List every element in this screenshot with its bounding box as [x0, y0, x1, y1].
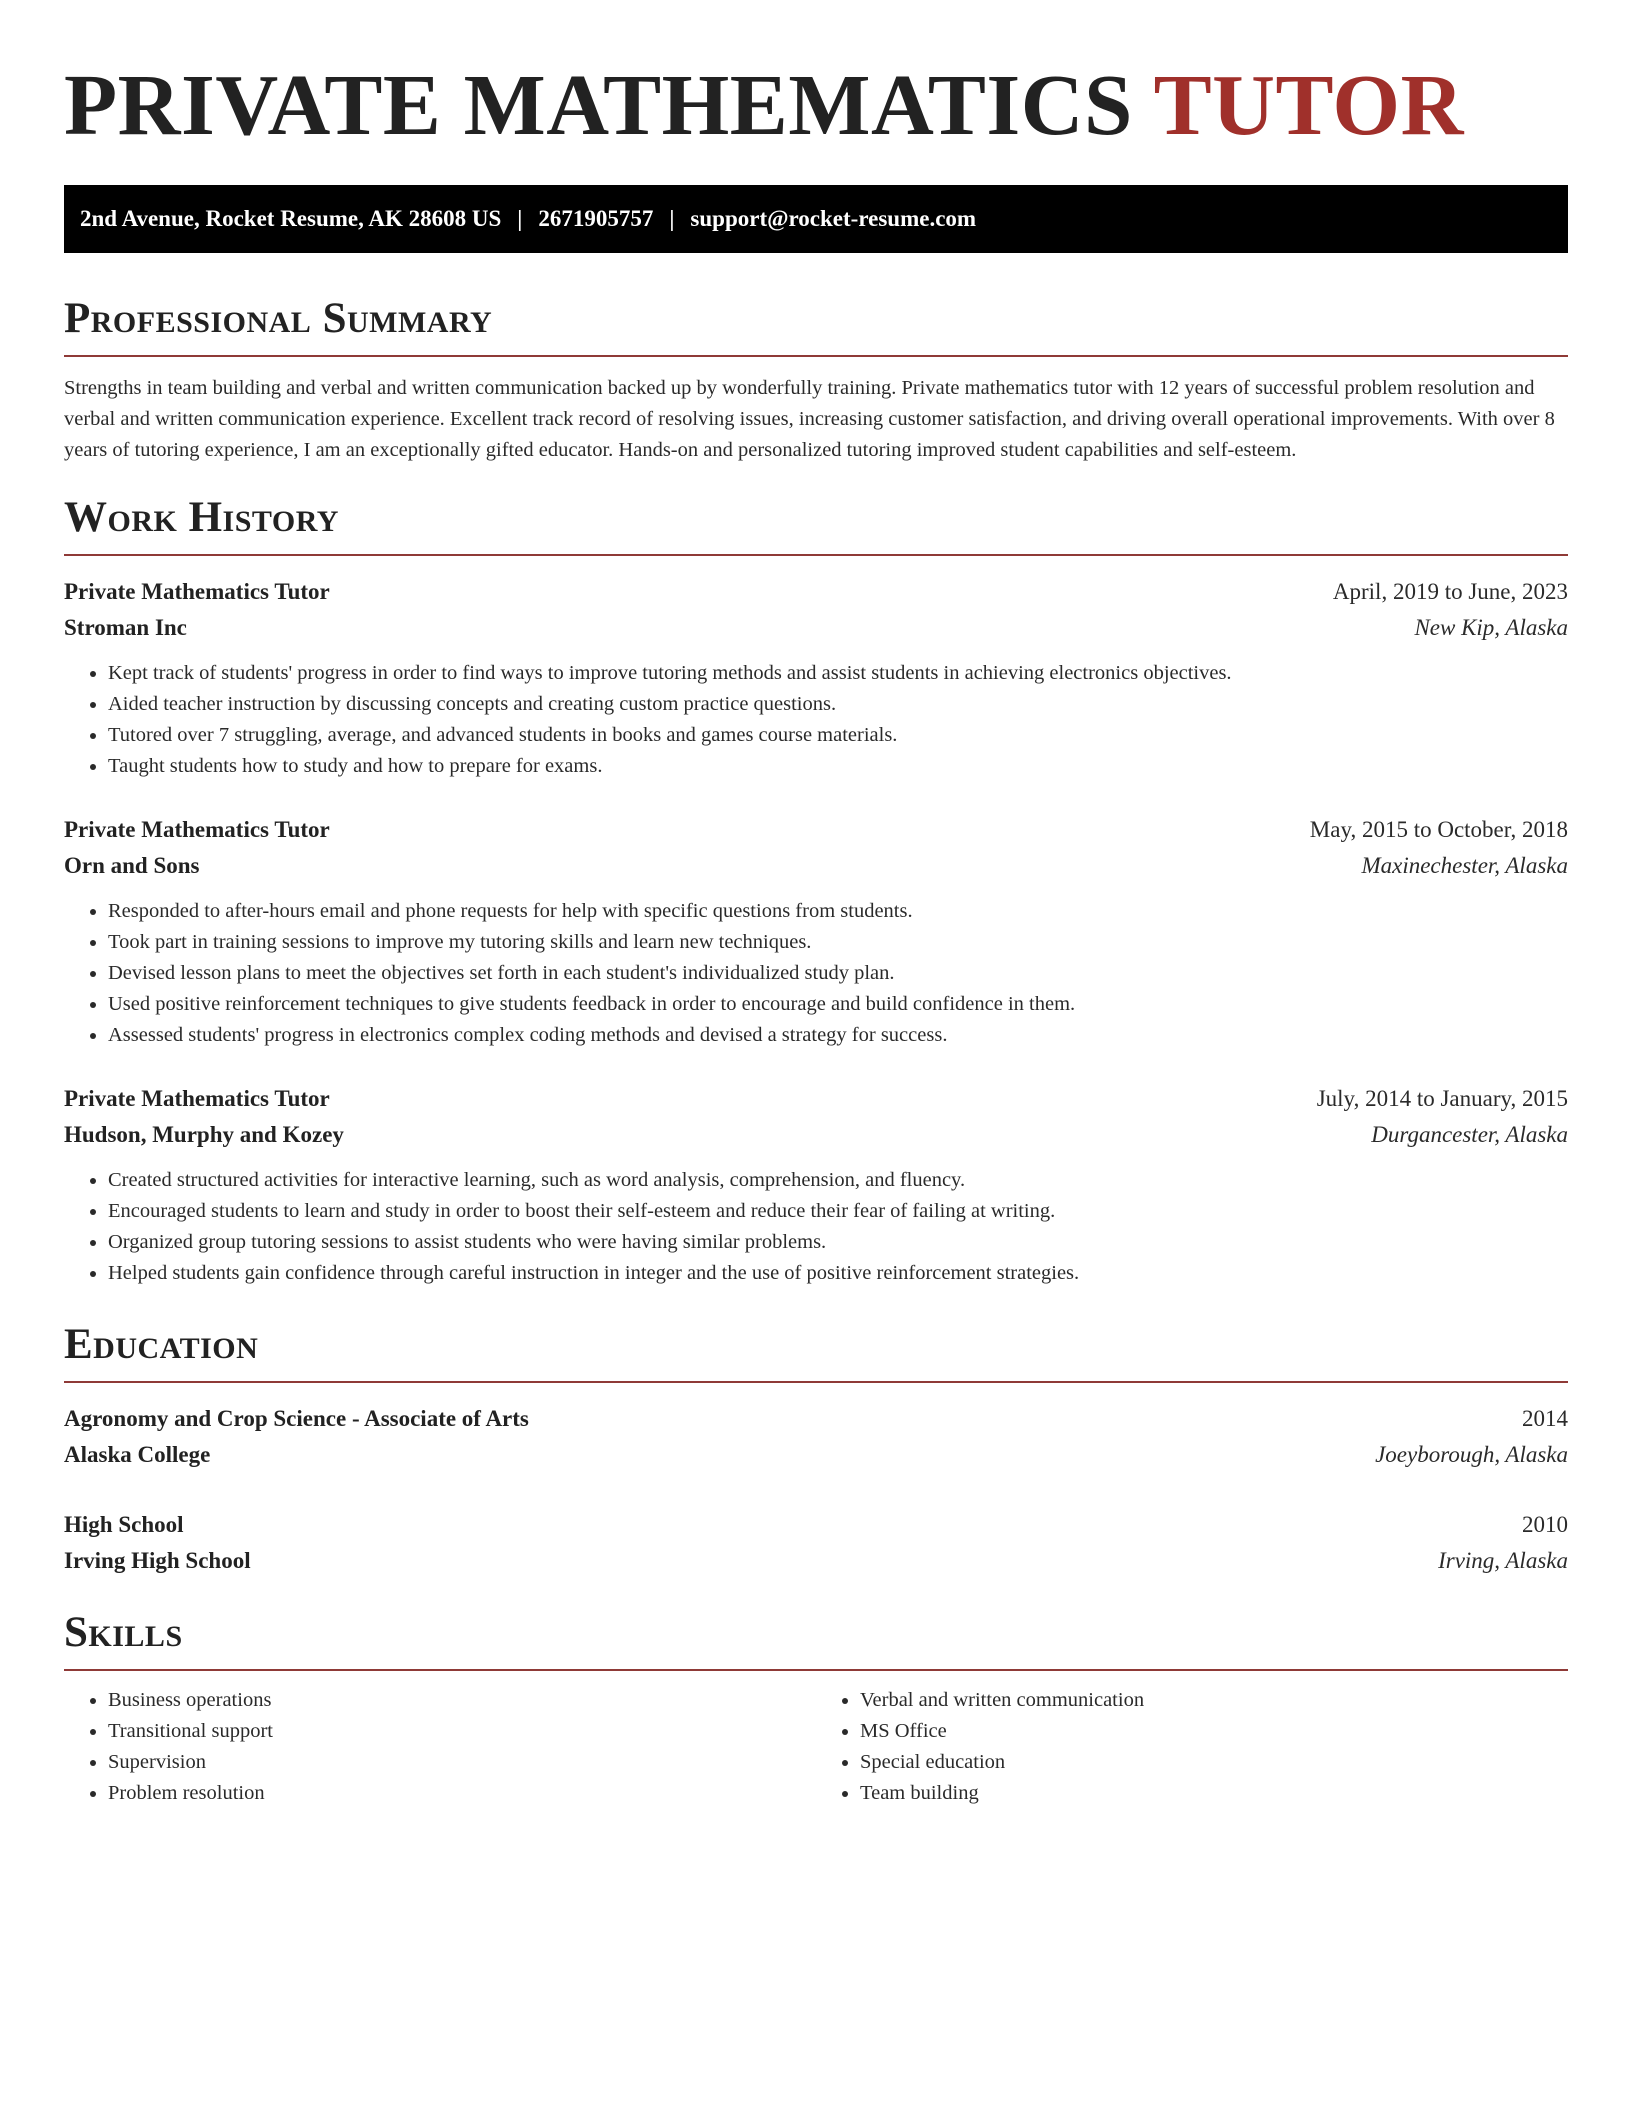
education-school: Alaska College: [64, 1442, 211, 1467]
section-divider: [64, 1381, 1568, 1383]
section-title-work-history: Work History: [64, 494, 339, 541]
skill-item: • Business operations: [108, 1685, 816, 1716]
skill-item: • Team building: [860, 1778, 1568, 1809]
job-location: Durgancester, Alaska: [1371, 1122, 1568, 1147]
skill-item: • Special education: [860, 1747, 1568, 1778]
list-item: • Organized group tutoring sessions to assist students who were having similar problems.: [108, 1227, 1568, 1258]
section-divider: [64, 1669, 1568, 1671]
contact-email[interactable]: support@rocket-resume.com: [690, 206, 977, 231]
skill-item: • Transitional support: [108, 1716, 816, 1747]
education-entry: [64, 1401, 1568, 1473]
education-degree: Agronomy and Crop Science - Associate of Arts: [64, 1406, 529, 1431]
education-entry: [64, 1507, 1568, 1579]
job-dates: July, 2014 to January, 2015: [1316, 1086, 1568, 1111]
job-bullets: [64, 896, 1568, 1051]
resume-name-heading: [64, 55, 1568, 155]
list-item: • Responded to after-hours email and phone requests for help with specific questions from students.: [108, 896, 1568, 927]
section-divider: [64, 355, 1568, 357]
job-role: Private Mathematics Tutor: [64, 579, 330, 604]
name-accent: TUTOR: [1153, 56, 1464, 153]
job-role: Private Mathematics Tutor: [64, 817, 330, 842]
list-item: • Tutored over 7 struggling, average, and advanced students in books and games course materials.: [108, 720, 1568, 751]
skill-item: • Verbal and written communication: [860, 1685, 1568, 1716]
list-item: • Taught students how to study and how to prepare for exams.: [108, 751, 1568, 782]
contact-address: 2nd Avenue, Rocket Resume, AK 28608 US: [80, 206, 502, 231]
education-location: Joeyborough, Alaska: [1375, 1442, 1568, 1467]
education-school: Irving High School: [64, 1548, 251, 1573]
list-item: • Took part in training sessions to improve my tutoring skills and learn new techniques.: [108, 927, 1568, 958]
work-history-section: [64, 492, 1568, 1289]
job-role: Private Mathematics Tutor: [64, 1086, 330, 1111]
skills-column-left: [64, 1685, 816, 1809]
job-entry: [64, 1081, 1568, 1289]
job-entry: [64, 574, 1568, 782]
skill-item: • MS Office: [860, 1716, 1568, 1747]
list-item: • Kept track of students' progress in order to find ways to improve tutoring methods and assist students in achieving electronics objectives.: [108, 658, 1568, 689]
job-dates: April, 2019 to June, 2023: [1332, 579, 1568, 604]
skill-item: • Supervision: [108, 1747, 816, 1778]
job-company: Stroman Inc: [64, 615, 187, 640]
education-degree: High School: [64, 1512, 184, 1537]
summary-text: Strengths in team building and verbal and written communication backed up by wonderfully training. Private mathematics tutor with 12 years of successful problem resolution and verbal and written communication experience. Excellent track record of resolving issues, increasing customer satisfaction, and driving overall operational improvements. With over 8 years of tutoring experience, I am an exceptionally gifted educator. Hands-on and personalized tutoring improved student capabilities and self-esteem.: [64, 377, 1555, 461]
list-item: • Assessed students' progress in electronics complex coding methods and devised a strategy for success.: [108, 1020, 1568, 1051]
contact-phone[interactable]: 2671905757: [538, 206, 654, 231]
list-item: • Used positive reinforcement techniques to give students feedback in order to encourage and build confidence in them.: [108, 989, 1568, 1020]
education-location: Irving, Alaska: [1438, 1548, 1568, 1573]
section-title-education: Education: [64, 1321, 259, 1368]
job-location: Maxinechester, Alaska: [1361, 853, 1568, 878]
education-year: 2014: [1522, 1406, 1568, 1431]
contact-separator: |: [669, 206, 675, 231]
contact-bar: [64, 185, 1568, 253]
job-bullets: [64, 1165, 1568, 1289]
name-main: PRIVATE MATHEMATICS: [64, 56, 1133, 153]
contact-separator: |: [517, 206, 523, 231]
skills-column-right: [816, 1685, 1568, 1809]
list-item: • Created structured activities for interactive learning, such as word analysis, comprehension, and fluency.: [108, 1165, 1568, 1196]
skill-item: • Problem resolution: [108, 1778, 816, 1809]
skills-grid: [64, 1685, 1568, 1809]
section-divider: [64, 554, 1568, 556]
section-title-skills: Skills: [64, 1609, 183, 1656]
job-entry: [64, 812, 1568, 1051]
job-company: Orn and Sons: [64, 853, 200, 878]
list-item: • Aided teacher instruction by discussing concepts and creating custom practice questions.: [108, 689, 1568, 720]
job-location: New Kip, Alaska: [1414, 615, 1568, 640]
list-item: • Devised lesson plans to meet the objectives set forth in each student's individualized study plan.: [108, 958, 1568, 989]
job-dates: May, 2015 to October, 2018: [1309, 817, 1568, 842]
education-year: 2010: [1522, 1512, 1568, 1537]
job-bullets: [64, 658, 1568, 782]
summary-section: [64, 293, 1568, 466]
list-item: • Helped students gain confidence through careful instruction in integer and the use of positive reinforcement strategies.: [108, 1258, 1568, 1289]
job-company: Hudson, Murphy and Kozey: [64, 1122, 344, 1147]
list-item: • Encouraged students to learn and study in order to boost their self-esteem and reduce their fear of failing at writing.: [108, 1196, 1568, 1227]
skills-section: [64, 1607, 1568, 1809]
education-section: [64, 1319, 1568, 1579]
section-title-summary: Professional Summary: [64, 295, 493, 342]
